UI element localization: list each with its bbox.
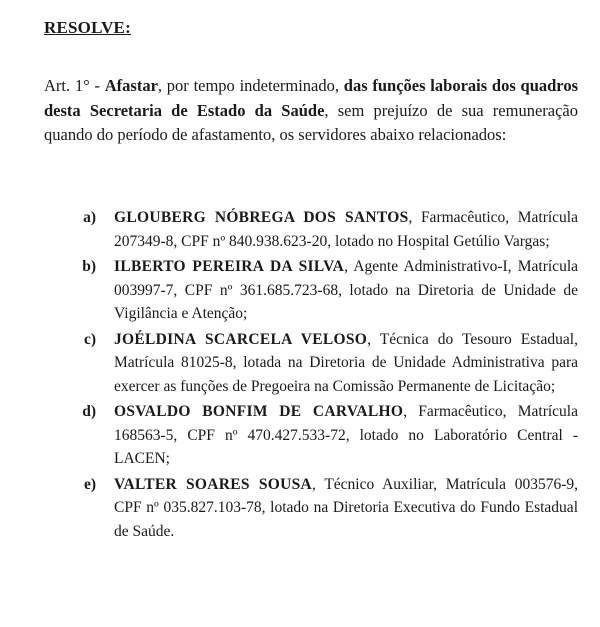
servant-name: JOÉLDINA SCARCELA VELOSO — [114, 330, 368, 348]
article-part-2: , sem prejuízo de sua remuneração quando do período de afastamento, os servidores abaixo relacionados: — [44, 100, 578, 144]
article-part-1: , por tempo indeterminado, — [157, 76, 344, 95]
servant-name: VALTER SOARES SOUSA — [114, 475, 313, 493]
list-item — [74, 400, 578, 471]
article-1-paragraph — [44, 74, 578, 148]
servant-list — [74, 206, 578, 545]
servant-details: , Farmacêutico, Matrícula 168563-5, CPF nº 470.427.533-72, lotado no Laboratório Central - LACEN; — [114, 403, 578, 467]
servant-details: , Agente Administrativo-I, Matrícula 003997-7, CPF nº 361.685.723-68, lotado na Diretoria de Unidade de Vigilância e Atenção; — [114, 258, 579, 322]
servant-details: , Farmacêutico, Matrícula 207349-8, CPF nº 840.938.623-20, lotado no Hospital Getúlio Vargas; — [114, 209, 578, 250]
article-bold-phrase: das funções laborais dos quadros desta Secretaria de Estado da Saúde — [44, 76, 578, 120]
item-letter: c) — [83, 330, 96, 348]
article-verb: Afastar — [104, 76, 158, 95]
item-letter: e) — [83, 475, 96, 493]
list-item — [74, 255, 578, 326]
list-item — [74, 206, 578, 253]
servant-details: , Técnico Auxiliar, Matrícula 003576-9, CPF nº 035.827.103-78, lotado na Diretoria Executiva do Fundo Estadual de Saúde. — [114, 475, 578, 540]
servant-name: GLOUBERG NÓBREGA DOS SANTOS — [114, 209, 409, 226]
item-letter: d) — [82, 403, 96, 420]
list-item — [74, 328, 578, 399]
item-letter: a) — [83, 209, 96, 226]
list-item — [74, 473, 578, 544]
item-letter: b) — [82, 258, 96, 275]
article-prefix: Art. 1° - — [44, 76, 105, 95]
servant-name: OSVALDO BONFIM DE CARVALHO — [114, 403, 404, 420]
servant-details: , Técnica do Tesouro Estadual, Matrícula 81025-8, lotada na Diretoria de Unidade Administrativa para exercer as funções de Pregoeira na Comissão Permanente de Licitação; — [114, 330, 578, 395]
resolve-heading: RESOLVE: — [44, 18, 131, 37]
servant-name: ILBERTO PEREIRA DA SILVA — [114, 258, 345, 275]
